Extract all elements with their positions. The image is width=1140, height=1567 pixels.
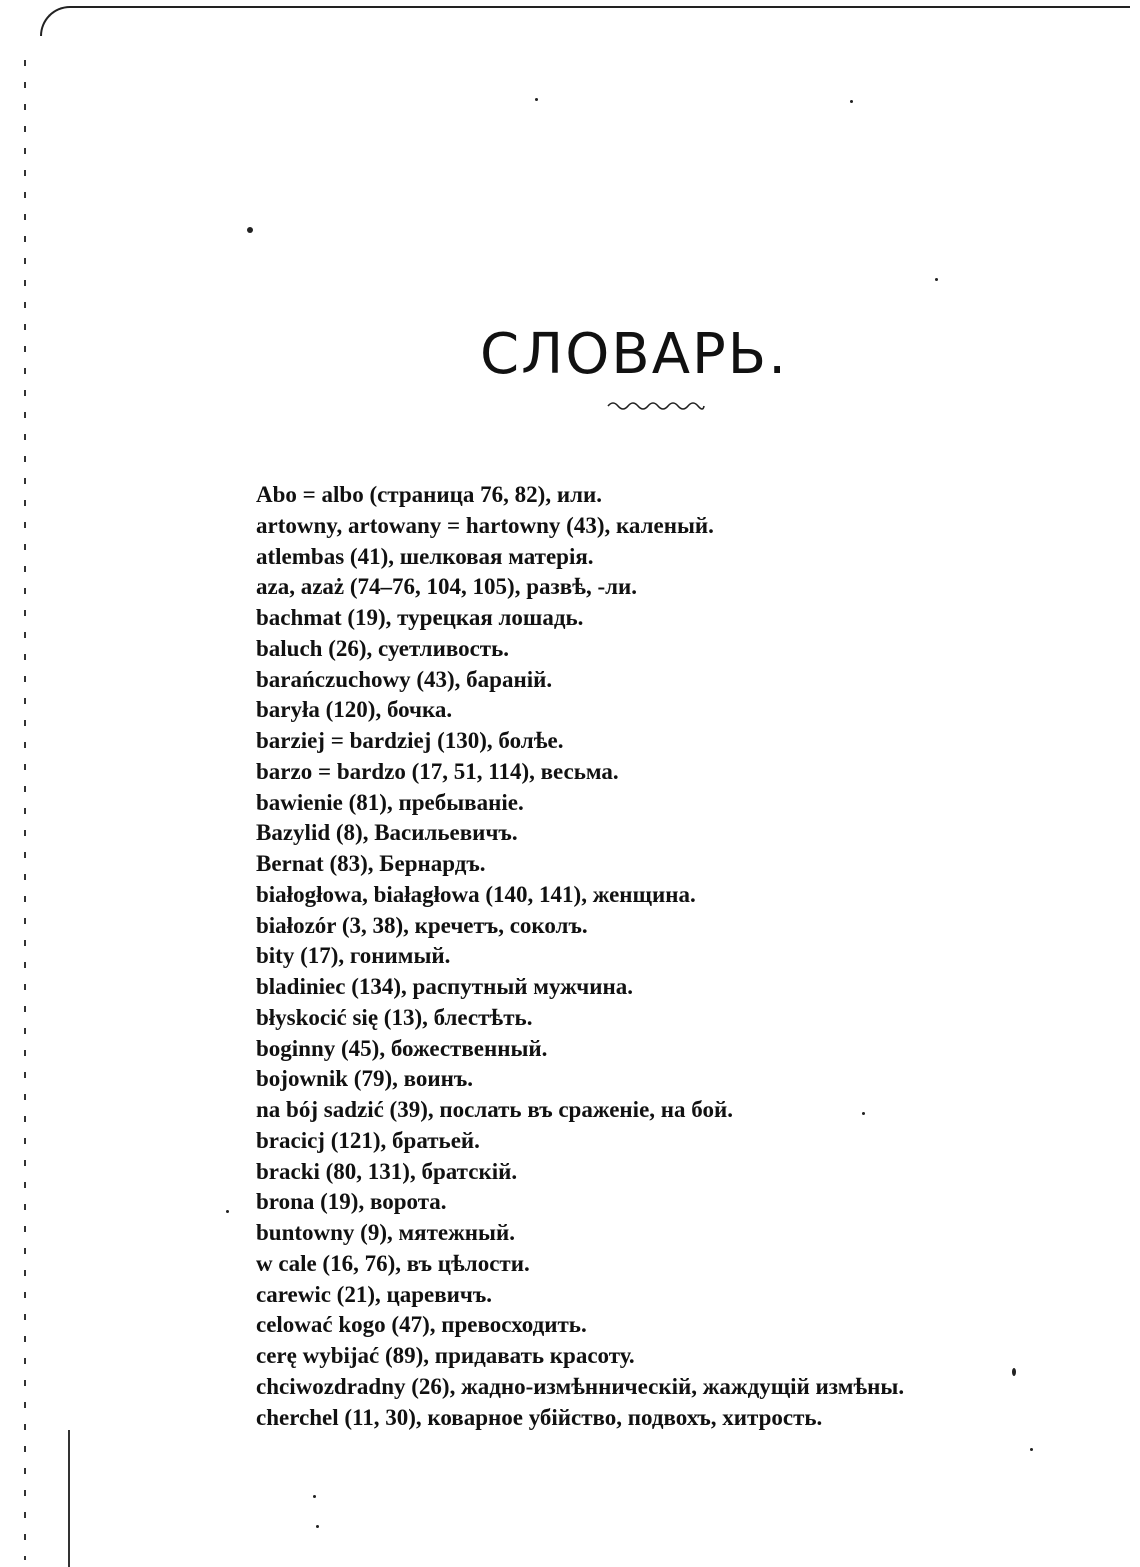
dictionary-entry: białozór (3, 38), кречетъ, соколъ. (256, 912, 588, 938)
dictionary-entry: Bazylid (8), Васильевичъ. (256, 820, 518, 846)
dictionary-entry: Bernat (83), Бернардъ. (256, 851, 486, 876)
scan-speck (316, 1525, 319, 1528)
page-border-corner (40, 6, 90, 36)
dictionary-entry: aza, azaż (74–76, 104, 105), развѣ, -ли. (256, 574, 638, 600)
page-title: СЛОВАРЬ. (480, 322, 789, 387)
dictionary-entry: baluch (26), суетливость. (256, 635, 510, 661)
dictionary-entry: białogłowa, białagłowa (140, 141), женщина. (256, 881, 696, 907)
dictionary-entry: bracicj (121), братьей. (256, 1127, 480, 1153)
dictionary-entry: celować kogo (47), превосходить. (256, 1312, 587, 1338)
dictionary-entry: cherchel (11, 30), коварное убійство, подвохъ, хитрость. (256, 1404, 823, 1430)
title-ornament (606, 398, 706, 414)
dictionary-entry: artowny, artowany = hartowny (43), каленый. (256, 512, 714, 538)
dictionary-entry: barziej = bardziej (130), болѣе. (256, 728, 564, 753)
scan-speck (226, 1210, 229, 1213)
page-border-top (80, 6, 1130, 8)
dictionary-entry: chciwozdradny (26), жадно-измѣнническій, жаждущій измѣны. (256, 1373, 905, 1399)
scan-speck (535, 98, 538, 101)
page-margin-line-bottom (68, 1430, 70, 1567)
dictionary-entry: barzo = bardzo (17, 51, 114), весьма. (256, 758, 619, 784)
dictionary-entry: barańczuchowy (43), бараній. (256, 666, 553, 692)
dictionary-entry: cerę wybijać (89), придавать красоту. (256, 1343, 635, 1368)
scan-speck (850, 100, 853, 103)
dictionary-entry: bity (17), гонимый. (256, 943, 451, 969)
dictionary-entry: buntowny (9), мятежный. (256, 1220, 516, 1245)
dictionary-entries (256, 480, 1016, 1433)
page-margin-line (24, 60, 26, 1560)
dictionary-entry: na bój sadzić (39), послать въ сраженіе, на бой. (256, 1097, 733, 1122)
dictionary-entry: bojownik (79), воинъ. (256, 1066, 474, 1092)
dictionary-entry: błyskocić się (13), блестѣть. (256, 1004, 533, 1030)
dictionary-entry: bladiniec (134), распутный мужчина. (256, 974, 633, 999)
scan-speck (313, 1495, 316, 1498)
scan-speck (935, 278, 938, 281)
dictionary-entry: baryła (120), бочка. (256, 697, 453, 723)
dictionary-entry: brona (19), ворота. (256, 1189, 447, 1215)
dictionary-entry: Abo = albo (страница 76, 82), или. (256, 482, 602, 507)
dictionary-entry: carewic (21), царевичъ. (256, 1281, 493, 1307)
dictionary-entry: boginny (45), божественный. (256, 1035, 548, 1061)
scan-speck (247, 227, 253, 233)
dictionary-entry: atlembas (41), шелковая матерія. (256, 543, 594, 569)
dictionary-entry: bachmat (19), турецкая лошадь. (256, 605, 584, 630)
dictionary-entry: bawienie (81), пребываніе. (256, 789, 524, 815)
dictionary-entry: bracki (80, 131), братскій. (256, 1158, 518, 1184)
dictionary-entry: w cale (16, 76), въ цѣлости. (256, 1250, 530, 1276)
scan-speck (1030, 1448, 1033, 1451)
